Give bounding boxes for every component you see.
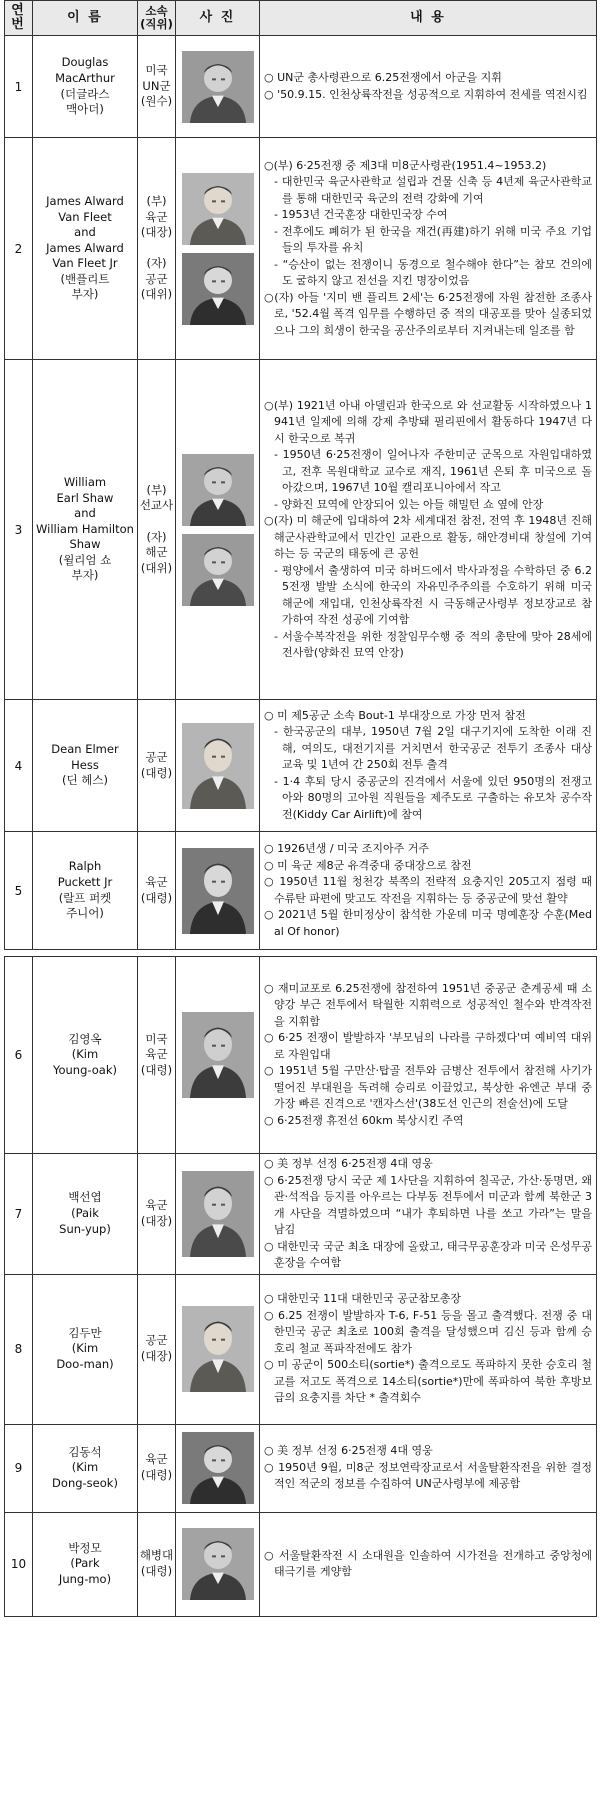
portrait-photo xyxy=(182,534,254,606)
person-name: Dean Elmer Hess (딘 헤스) xyxy=(33,700,138,832)
bullet-item: ○ 재미교포로 6.25전쟁에 참전하여 1951년 중공군 춘계공세 때 소양강 부근 전투에서 탁월한 지휘력으로 성공적인 철수와 반격작전을 지휘함 xyxy=(264,981,592,1028)
portrait-photo xyxy=(182,1171,254,1257)
table-row xyxy=(5,36,597,138)
description-cell xyxy=(260,700,597,832)
description-cell xyxy=(260,1424,597,1512)
photo-cell xyxy=(176,138,260,360)
affiliation-rank: 공군 (대장) xyxy=(138,1274,176,1424)
section-gap-cell xyxy=(5,950,597,957)
row-number: 3 xyxy=(5,360,33,700)
photo-cell xyxy=(176,360,260,700)
bullet-item: ○(자) 미 해군에 입대하여 2차 세계대전 참전, 전역 후 1948년 진해 해군사관학교에서 민간인 교관으로 활동, 해안경비대 창설에 기여하는 등 국군의 태동에 큰 공헌 xyxy=(264,514,592,560)
war-heroes-table xyxy=(4,0,597,1617)
row-number: 4 xyxy=(5,700,33,832)
sub-bullet: - 평양에서 출생하여 미국 하버드에서 박사과정을 수학하던 중 6.25전쟁 발발 소식에 한국의 자유민주주의를 수호하기 위해 미국 해군에 재입대, 인천상륙작전 시 극동해군사령부 정보장교로 참가하여 작전 성공에 기여함 xyxy=(274,563,592,626)
sub-bullet: - 1·4 후퇴 당시 중공군의 진격에서 서울에 있던 950명의 전쟁고아와 80명의 고아원 직원들을 제주도로 구출하는 유모차 공수작전(Kiddy Car Airlift)에 참여 xyxy=(274,774,592,821)
row-number: 1 xyxy=(5,36,33,138)
header-content: 내 용 xyxy=(260,1,597,36)
photo-cell xyxy=(176,700,260,832)
sub-bullet: - 양화진 묘역에 안장되어 있는 아들 해밀턴 쇼 옆에 안장 xyxy=(274,497,544,511)
bullet-item: ○ 미 공군이 500소티(sortie*) 출격으로도 폭파하지 못한 승호리 철교를 저고도 폭격으로 14소티(sortie*)만에 폭파하여 북한 후방보급의 요충지를 차단 * 출격회수 xyxy=(264,1358,592,1405)
description-cell xyxy=(260,1274,597,1424)
person-name: William Earl Shaw and William Hamilton Shaw (윌리엄 쇼 부자) xyxy=(33,360,138,700)
affiliation-rank: (부) 선교사 (자) 해군 (대위) xyxy=(138,360,176,700)
person-name: 김두만 (Kim Doo-man) xyxy=(33,1274,138,1424)
portrait-photo xyxy=(182,51,254,123)
affiliation-rank: (부) 육군 (대장) (자) 공군 (대위) xyxy=(138,138,176,360)
photo-cell xyxy=(176,1512,260,1616)
portrait-photo xyxy=(182,253,254,325)
bullet-item: ○ 대한민국 11대 대한민국 공군참모총장 xyxy=(264,1292,461,1306)
table-row xyxy=(5,1274,597,1424)
bullet-item: ○ '50.9.15. 인천상륙작전을 성공적으로 지휘하여 전세를 역전시킴 xyxy=(264,87,588,101)
affiliation-rank: 육군 (대령) xyxy=(138,1424,176,1512)
bullet-item: ○ 6·25전쟁 휴전선 60km 북상시킨 주역 xyxy=(264,1113,464,1127)
bullet-item: ○ 1950년 11월 청천강 북쪽의 전략적 요충지인 205고지 점령 때 수류탄 파편에 맞고도 작전을 지휘하는 등 중공군에 맞선 활약 xyxy=(264,875,592,905)
description-cell xyxy=(260,1512,597,1616)
photo-cell xyxy=(176,36,260,138)
bullet-item: ○(부) 1921년 아내 아델린과 한국으로 와 선교활동 시작하였으나 1941년 일제에 의해 강제 추방돼 필리핀에서 활동하다 1947년 다시 한국으로 복귀 xyxy=(264,398,592,445)
photo-cell xyxy=(176,1274,260,1424)
row-number: 7 xyxy=(5,1154,33,1275)
description-cell xyxy=(260,832,597,950)
header-name: 이 름 xyxy=(33,1,138,36)
row-number: 8 xyxy=(5,1274,33,1424)
sub-bullet: - 1950년 6·25전쟁이 일어나자 주한미군 군목으로 자원입대하였고, 전후 목원대학교 교수로 재직, 1961년 은퇴 후 미국으로 돌아갔으며, 1967년 10월 캘리포니아에서 작고 xyxy=(274,448,592,494)
table-row xyxy=(5,1154,597,1275)
table-row xyxy=(5,138,597,360)
bullet-item: ○ 미 육군 제8군 유격중대 중대장으로 참전 xyxy=(264,858,472,872)
portrait-photo xyxy=(182,173,254,245)
description-cell xyxy=(260,138,597,360)
photo-cell xyxy=(176,832,260,950)
row-number: 10 xyxy=(5,1512,33,1616)
table-row xyxy=(5,1512,597,1616)
person-name: 박정모 (Park Jung-mo) xyxy=(33,1512,138,1616)
portrait-photo xyxy=(182,1306,254,1392)
description-cell xyxy=(260,36,597,138)
portrait-photo xyxy=(182,1432,254,1504)
affiliation-rank: 육군 (대장) xyxy=(138,1154,176,1275)
bullet-item: ○(부) 6·25전쟁 중 제3대 미8군사령관(1951.4~1953.2) xyxy=(264,158,547,172)
row-number: 2 xyxy=(5,138,33,360)
header-affiliation: 소속 (직위) xyxy=(138,1,176,36)
photo-cell xyxy=(176,1424,260,1512)
bullet-item: ○ 1951년 5월 구만산·탑골 전투와 금병산 전투에서 참전해 사기가 떨어진 부대원을 독려해 승리로 이끌었고, 북상한 유엔군 부대 중 가장 빠른 진격으로 '캔자스선'(38도선 인근의 전술선)에 도달 xyxy=(264,1064,592,1111)
sub-bullet: - 한국공군의 대부, 1950년 7월 2일 대구기지에 도착한 이래 진해, 여의도, 대전기지를 거치면서 한국공군 전투기 조종사 대상 교육 및 1년여 간 250회 전투 출격 xyxy=(274,725,592,772)
sub-bullet: - 1953년 건국훈장 대한민국장 수여 xyxy=(274,208,448,222)
bullet-item: ○ 6·25전쟁 당시 국군 제 1사단을 지휘하여 칠곡군, 가산·동명면, 왜관·석적읍 등지를 아우르는 다부동 전투에서 미군과 함께 북한군 3개 사단을 격멸하였으며 “내가 후퇴하면 나를 쏘고 가라”는 말을 남김 xyxy=(264,1173,592,1236)
header-row xyxy=(5,1,597,36)
bullet-item: ○ 6·25 전쟁이 발발하자 '부모님의 나라를 구하겠다'며 예비역 대위로 자원입대 xyxy=(264,1031,592,1061)
description-cell xyxy=(260,1154,597,1275)
portrait-photo xyxy=(182,723,254,809)
bullet-item: ○ 대한민국 국군 최초 대장에 올랐고, 태극무공훈장과 미국 은성무공훈장을 수여함 xyxy=(264,1239,592,1269)
bullet-item: ○ UN군 총사령관으로 6.25전쟁에서 아군을 지휘 xyxy=(264,71,502,84)
description-cell xyxy=(260,360,597,700)
bullet-item: ○ 1950년 9월, 미8군 정보연락장교로서 서울탈환작전을 위한 결정적인 적군의 정보를 수집하여 UN군사령부에 제공함 xyxy=(264,1460,592,1491)
person-name: Ralph Puckett Jr (랄프 퍼켓 주니어) xyxy=(33,832,138,950)
bullet-item: ○ 美 정부 선정 6·25전쟁 4대 영웅 xyxy=(264,1157,433,1170)
sub-bullet: - 서울수복작전을 위한 정찰임무수행 중 적의 총탄에 맞아 28세에 전사함(양화진 묘역 안장) xyxy=(274,629,592,659)
bullet-item: ○ 2021년 5월 한미정상이 참석한 가운데 미국 명예훈장 수훈(Medal Of honor) xyxy=(264,908,592,938)
header-no: 연번 xyxy=(5,1,33,36)
row-number: 6 xyxy=(5,957,33,1154)
portrait-photo xyxy=(182,454,254,526)
honor-table-page xyxy=(4,0,596,1617)
person-name: 김동석 (Kim Dong-seok) xyxy=(33,1424,138,1512)
affiliation-rank: 육군 (대령) xyxy=(138,832,176,950)
portrait-photo xyxy=(182,1528,254,1600)
bullet-item: ○(자) 아들 '지미 밴 플리트 2세'는 6·25전쟁에 자원 참전한 조종사로, '52.4월 폭격 임무를 수행하던 중 적의 대공포를 맞아 실종되었으나 그의 희생이 한국을 공산주의로부터 지켜내는데 일조를 함 xyxy=(264,290,592,337)
bullet-item: ○ 서울탈환작전 시 소대원을 인솔하여 시가전을 전개하고 중앙청에 태극기를 게양함 xyxy=(264,1548,592,1578)
portrait-photo xyxy=(182,848,254,934)
sub-bullet: - 대한민국 육군사관학교 설립과 건물 신축 등 4년제 육군사관학교를 통해 대한민국 육군의 전력 강화에 기여 xyxy=(274,175,592,205)
person-name: Douglas MacArthur (더글라스 맥아더) xyxy=(33,36,138,138)
person-name: 백선엽 (Paik Sun-yup) xyxy=(33,1154,138,1275)
person-name: James Alward Van Fleet and James Alward Van Fleet Jr (밴플리트 부자) xyxy=(33,138,138,360)
table-row xyxy=(5,957,597,1154)
description-cell xyxy=(260,957,597,1154)
affiliation-rank: 해병대 (대령) xyxy=(138,1512,176,1616)
row-number: 9 xyxy=(5,1424,33,1512)
table-row xyxy=(5,832,597,950)
affiliation-rank: 미국 UN군 (원수) xyxy=(138,36,176,138)
photo-cell xyxy=(176,1154,260,1275)
bullet-item: ○ 6.25 전쟁이 발발하자 T-6, F-51 등을 몰고 출격했다. 전쟁 중 대한민국 공군 최초로 100회 출격을 달성했으며 김신 등과 함께 승호리 철교 폭파작전에도 참가 xyxy=(264,1308,592,1355)
section-gap xyxy=(5,950,597,957)
portrait-photo xyxy=(182,1012,254,1098)
row-number: 5 xyxy=(5,832,33,950)
affiliation-rank: 공군 (대령) xyxy=(138,700,176,832)
bullet-item: ○ 1926년생 / 미국 조지아주 거주 xyxy=(264,842,430,855)
photo-cell xyxy=(176,957,260,1154)
bullet-item: ○ 美 정부 선정 6·25전쟁 4대 영웅 xyxy=(264,1444,433,1458)
bullet-item: ○ 미 제5공군 소속 Bout-1 부대장으로 가장 먼저 참전 xyxy=(264,708,526,722)
person-name: 김영옥 (Kim Young-oak) xyxy=(33,957,138,1154)
table-row xyxy=(5,360,597,700)
sub-bullet: - “승산이 없는 전쟁이니 동경으로 철수해야 한다”는 참모 건의에도 굴하지 않고 전선을 지킨 명장이었음 xyxy=(274,257,592,288)
header-photo: 사 진 xyxy=(176,1,260,36)
table-row xyxy=(5,1424,597,1512)
sub-bullet: - 전후에도 폐허가 된 한국을 재건(再建)하기 위해 미국 주요 기업들의 투자를 유치 xyxy=(274,224,592,255)
affiliation-rank: 미국 육군 (대령) xyxy=(138,957,176,1154)
table-row xyxy=(5,700,597,832)
